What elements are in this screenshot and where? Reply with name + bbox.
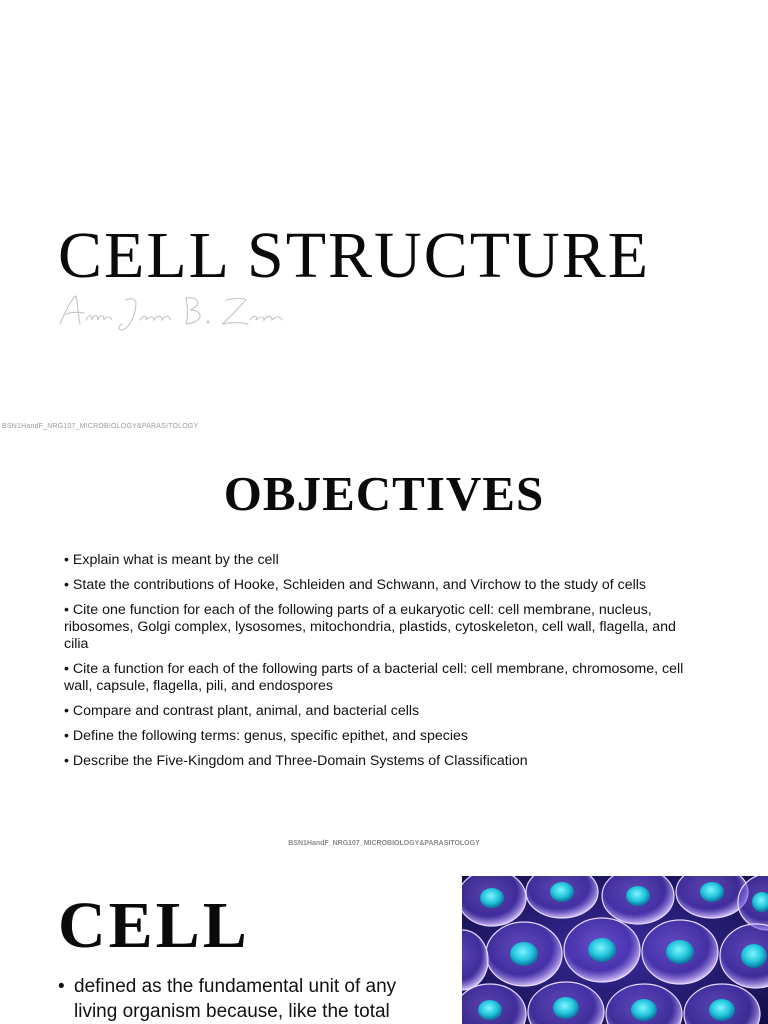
- cell-heading: CELL: [58, 889, 250, 962]
- objectives-list: [64, 552, 704, 778]
- definition-line: living organism because, like the total: [74, 1001, 390, 1022]
- cell-definition: [58, 974, 438, 1024]
- title-slide: [0, 0, 768, 440]
- cell-slide: [0, 860, 768, 1024]
- list-item: • Describe the Five-Kingdom and Three-Domain Systems of Classification: [64, 753, 528, 769]
- list-item: • Explain what is meant by the cell: [64, 552, 279, 568]
- slide-footer: BSN1HandF_NRG107_MICROBIOLOGY&PARASITOLOGY: [2, 423, 199, 430]
- list-item: • State the contributions of Hooke, Schleiden and Schwann, and Virchow to the study of cells: [64, 577, 647, 593]
- page-title: CELL STRUCTURE: [58, 219, 651, 292]
- objectives-slide: [0, 440, 768, 860]
- author-signature: [56, 290, 286, 334]
- list-item: • Define the following terms: genus, specific epithet, and species: [64, 728, 469, 744]
- slide-footer: BSN1HandF_NRG107_MICROBIOLOGY&PARASITOLOGY: [288, 840, 480, 847]
- list-item: • Cite one function for each of the following parts of a eukaryotic cell: cell membrane, nucleus, ribosomes, Golgi complex, lysosomes, mitochondria, plastids, cytoskeleton, cell wall, flagella, and cilia: [64, 602, 676, 652]
- list-item: • Compare and contrast plant, animal, and bacterial cells: [64, 703, 420, 719]
- list-item: • Cite a function for each of the following parts of a bacterial cell: cell membrane, chromosome, cell wall, capsule, flagella, pili, and endospores: [64, 661, 684, 694]
- cells-micrograph-image: [462, 876, 768, 1024]
- definition-line: defined as the fundamental unit of any: [74, 976, 397, 997]
- objectives-heading: OBJECTIVES: [223, 466, 545, 521]
- bullet-marker: •: [58, 976, 65, 997]
